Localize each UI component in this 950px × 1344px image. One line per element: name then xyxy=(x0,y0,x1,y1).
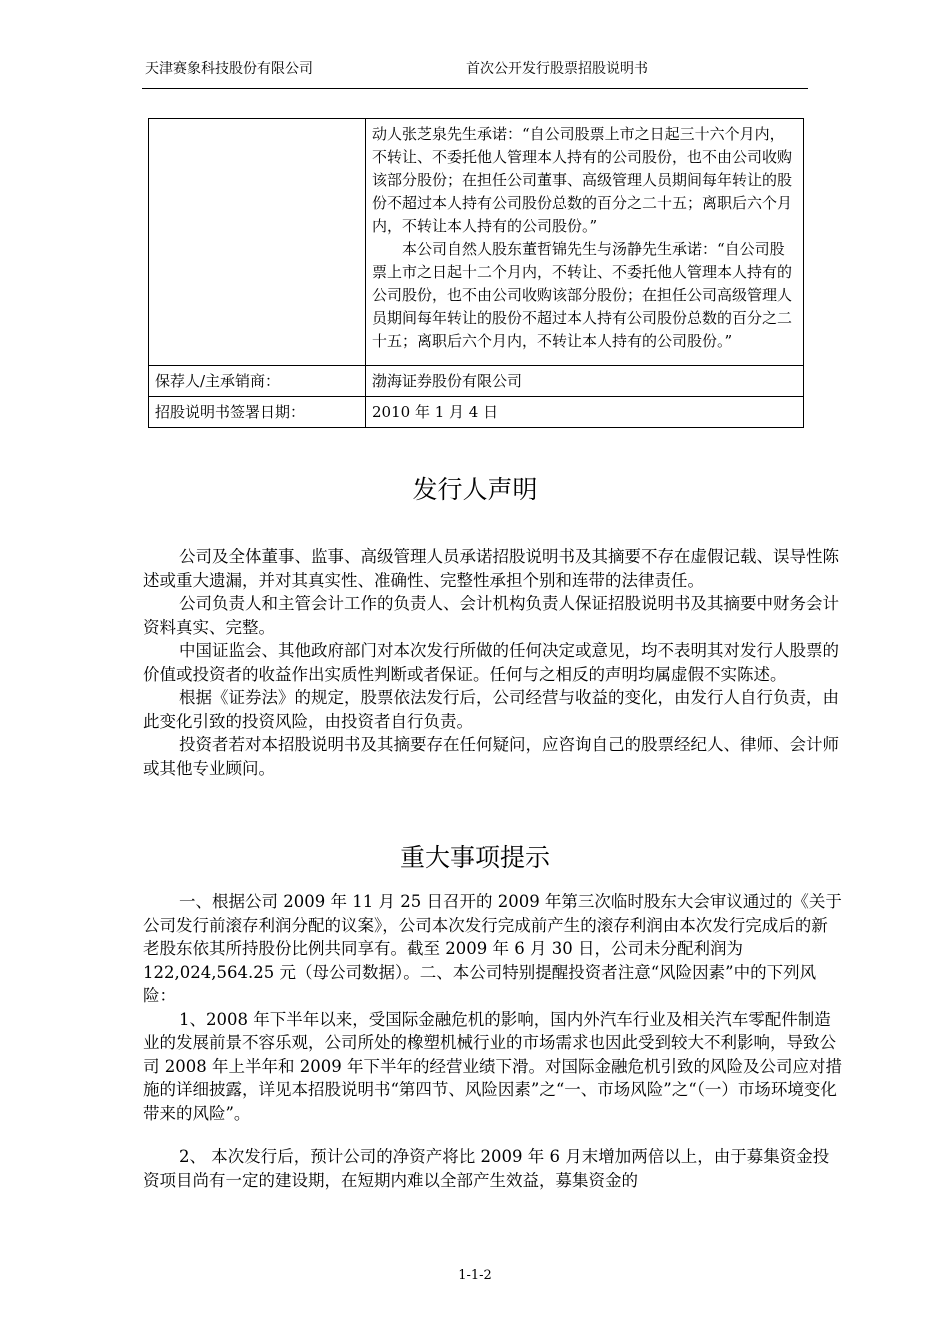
header-company-name: 天津赛象科技股份有限公司 xyxy=(145,61,313,77)
major-items-body xyxy=(143,890,843,1192)
table-row-commitments xyxy=(149,119,804,366)
major-item-paragraph: 一、根据公司 2009 年 11 月 25 日召开的 2009 年第三次临时股东大会审议通过的《关于公司发行前滚存利润分配的议案》，公司本次发行完成前产生的滚存利润由本次发行完成后的新老股东依其所持股份比例共同享有。截至 2009 年 6 月 30 日，公司未分配利润为 122,024,564.25 元（母公司数据）。二、本公司特别提醒投资者注意“风险因素”中的下列风险： xyxy=(143,892,842,1005)
major-items-title: 重大事项提示 xyxy=(399,843,550,872)
empty-label-cell xyxy=(149,119,366,366)
commitments-cell xyxy=(366,119,804,366)
declaration-paragraph: 根据《证券法》的规定，股票依法发行后，公司经营与收益的变化，由发行人自行负责，由此变化引致的投资风险，由投资者自行负责。 xyxy=(143,688,839,731)
page-number: 1-1-2 xyxy=(458,1268,492,1283)
commitment-paragraph: 本公司自然人股东董哲锦先生与汤静先生承诺：“自公司股票上市之日起十二个月内，不转让、不委托他人管理本人持有的公司股份，也不由公司收购该部分股份；在担任公司高级管理人员期间每年转让的股份不超过本人持有公司股份总数的百分之二十五；离职后六个月内，不转让本人持有的公司股份。” xyxy=(372,240,793,350)
header-divider xyxy=(142,88,808,89)
table-row-sponsor xyxy=(149,366,804,397)
declaration-paragraph: 中国证监会、其他政府部门对本次发行所做的任何决定或意见，均不表明其对发行人股票的价值或投资者的收益作出实质性判断或者保证。任何与之相反的声明均属虚假不实陈述。 xyxy=(143,641,839,684)
header-document-title: 首次公开发行股票招股说明书 xyxy=(466,61,648,77)
declaration-paragraph: 投资者若对本招股说明书及其摘要存在任何疑问，应咨询自己的股票经纪人、律师、会计师或其他专业顾问。 xyxy=(143,735,839,778)
declaration-body xyxy=(143,545,843,780)
sign-date-value: 2010 年 1 月 4 日 xyxy=(366,397,804,428)
sign-date-label: 招股说明书签署日期： xyxy=(149,397,366,428)
sponsor-value: 渤海证券股份有限公司 xyxy=(366,366,804,397)
table-row-sign-date xyxy=(149,397,804,428)
declaration-title: 发行人声明 xyxy=(412,475,538,504)
risk-paragraph: 1、2008 年下半年以来，受国际金融危机的影响，国内外汽车行业及相关汽车零配件制造业的发展前景不容乐观，公司所处的橡塑机械行业的市场需求也因此受到较大不利影响，导致公司 2008 年上半年和 2009 年下半年的经营业绩下滑。对国际金融危机引致的风险及公司应对措施的详细披露，详见本招股说明书“第四节、风险因素”之“一、市场风险”之“（一）市场环境变化带来的风险”。 xyxy=(143,1009,842,1123)
sponsor-label: 保荐人/主承销商： xyxy=(149,366,366,397)
info-table xyxy=(148,118,804,428)
commitment-paragraph: 动人张芝泉先生承诺：“自公司股票上市之日起三十六个月内，不转让、不委托他人管理本人持有的公司股份，也不由公司收购该部分股份；在担任公司董事、高级管理人员期间每年转让的股份不超过本人持有公司股份总数的百分之二十五；离职后六个月内，不转让本人持有的公司股份。” xyxy=(372,125,793,235)
declaration-paragraph: 公司负责人和主管会计工作的负责人、会计机构负责人保证招股说明书及其摘要中财务会计资料真实、完整。 xyxy=(143,594,839,637)
risk-paragraph: 2、 本次发行后，预计公司的净资产将比 2009 年 6 月末增加两倍以上，由于募集资金投资项目尚有一定的建设期，在短期内难以全部产生效益，募集资金的 xyxy=(143,1147,830,1190)
declaration-paragraph: 公司及全体董事、监事、高级管理人员承诺招股说明书及其摘要不存在虚假记载、误导性陈述或重大遗漏，并对其真实性、准确性、完整性承担个别和连带的法律责任。 xyxy=(143,547,839,590)
